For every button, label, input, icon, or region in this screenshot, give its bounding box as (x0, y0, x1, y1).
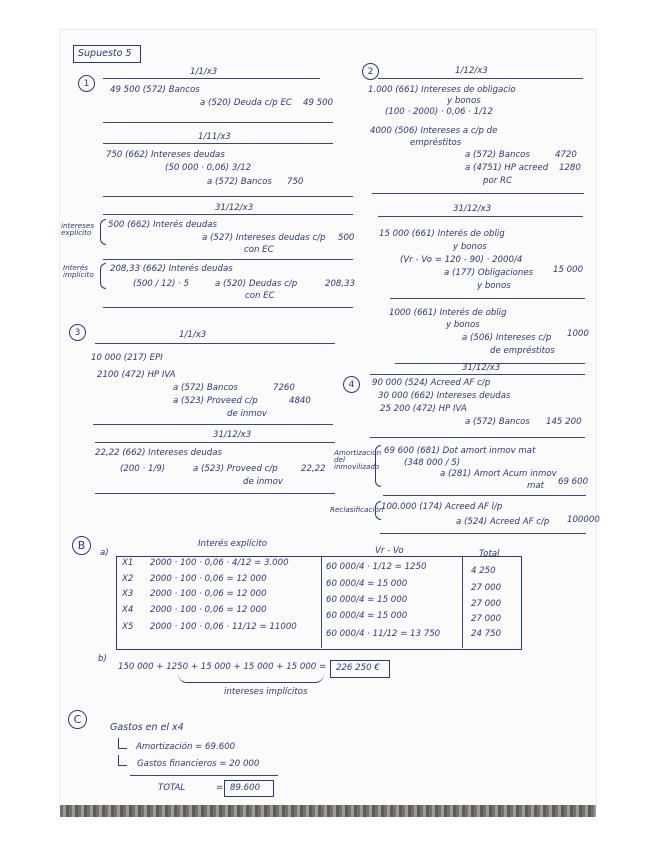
s3-line-6: (200 · 1/9) (120, 464, 166, 474)
page-bottom-edge (60, 805, 596, 817)
part-c-line-2: Amortización = 69.600 (136, 742, 236, 752)
section-3-marker: 3 (69, 324, 86, 341)
s1-brace-1 (100, 219, 106, 245)
s1-side-note-2: Interés implícito (63, 263, 94, 280)
s3-line-3: a (572) Bancos (173, 383, 238, 393)
s1-rule-7 (103, 307, 353, 308)
table-col-divider-1 (321, 556, 322, 648)
s1-line-9-value: 208,33 (325, 279, 356, 289)
s1-line-1: 49 500 (572) Bancos (110, 85, 200, 95)
s4-line-4-value: 145 200 (546, 417, 582, 427)
s2-line-7: (Vr - Vo = 120 - 90) · 2000/4 (400, 255, 523, 265)
table-row-2-explicit: 2000 · 100 · 0,06 = 12 000 (150, 574, 267, 584)
s2-rule-4 (390, 298, 585, 299)
table-row-3-vrvo: 60 000/4 = 15 000 (326, 595, 408, 605)
s4-line-1: 90 000 (524) Acreed AF c/p (372, 378, 491, 388)
s1-line-7: a (527) Intereses deudas c/p (202, 233, 326, 243)
s1-line-5-value: 750 (287, 177, 304, 187)
table-row-5-total: 24 750 (471, 629, 502, 639)
s3-line-1: 10 000 (217) EPI (91, 353, 163, 363)
table-row-3-explicit: 2000 · 100 · 0,06 = 12 000 (150, 589, 267, 599)
s3-line-5: 22,22 (662) Intereses deudas (95, 448, 222, 458)
s2-line-5b: por RC (483, 176, 512, 186)
part-c-total-rule (130, 775, 278, 776)
s1-side-note-1: intereses explícito (61, 221, 95, 238)
s4-brace-1 (375, 445, 381, 487)
s1-rule-1 (103, 78, 320, 79)
table-row-4-total: 27 000 (471, 614, 502, 624)
s2-line-8: a (177) Obligaciones (444, 268, 534, 278)
s3-rule-4 (95, 493, 335, 494)
s3-line-7-value: 22,22 (301, 464, 326, 474)
s2-line-4-value: 4720 (555, 150, 577, 160)
arrow-icon-1 (118, 738, 127, 749)
s4-rule-4 (380, 533, 586, 534)
table-row-5-year: X5 (122, 622, 134, 632)
s4-line-5: 69 600 (681) Dot amort inmov mat (384, 446, 536, 456)
s2-line-9b: y bonos (446, 320, 480, 330)
s1-line-4: (50 000 · 0,06) 3/12 (165, 163, 252, 173)
part-c-line-1: Gastos en el x4 (110, 722, 184, 733)
s1-line-7b: con EC (244, 245, 274, 255)
s1-rule-5 (103, 214, 353, 215)
s1-date-2: 1/11/x3 (198, 132, 231, 142)
part-b-marker: B (72, 536, 91, 555)
s2-line-5-value: 1280 (559, 163, 581, 173)
s4-line-7b: mat (527, 481, 545, 491)
table-row-3-year: X3 (122, 589, 134, 599)
part-c-marker: C (68, 710, 87, 729)
sum-underbrace (178, 674, 324, 683)
s4-line-8: 100.000 (174) Acreed AF l/p (381, 502, 503, 512)
table-col-divider-2 (462, 556, 463, 648)
s1-line-2: a (520) Deuda c/p EC (200, 98, 292, 108)
s1-line-9b: a (520) Deudas c/p (215, 279, 298, 289)
table-row-1-explicit: 2000 · 100 · 0,06 · 4/12 = 3.000 (150, 558, 289, 568)
s2-date-2: 31/12/x3 (453, 204, 492, 214)
s1-line-3: 750 (662) Intereses deudas (106, 150, 225, 160)
s1-date-3: 31/12/x3 (215, 203, 254, 213)
table-row-5-vrvo: 60 000/4 · 11/12 = 13 750 (326, 629, 441, 639)
s1-line-8: 208,33 (662) Interés deudas (110, 264, 233, 274)
table-row-1-year: X1 (122, 558, 134, 568)
table-row-4-vrvo: 60 000/4 = 15 000 (326, 611, 408, 621)
s2-line-1: 1.000 (661) Intereses de obligacio (368, 85, 516, 95)
s3-rule-3 (95, 442, 335, 443)
s1-date-1: 1/1/x3 (190, 67, 218, 77)
table-header-total: Total (479, 549, 500, 559)
s1-line-5: a (572) Bancos (207, 177, 272, 187)
s4-line-6: (348 000 / 5) (404, 458, 461, 468)
s3-line-7: a (523) Proveed c/p (193, 464, 278, 474)
section-2-marker: 2 (362, 63, 379, 80)
s2-line-9: 1000 (661) Interés de oblig (389, 308, 507, 318)
s4-side-note-2: Reclasificación (330, 505, 384, 514)
s3-line-4b: de inmov (227, 409, 268, 419)
table-row-2-vrvo: 60 000/4 = 15 000 (326, 579, 408, 589)
s2-line-6: 15 000 (661) Interés de oblig (379, 229, 505, 239)
s3-line-7b: de inmov (243, 477, 284, 487)
part-b-sum-note: intereses implícitos (224, 687, 308, 697)
s3-date-1: 1/1/x3 (179, 330, 207, 340)
table-row-4-explicit: 2000 · 100 · 0,06 = 12 000 (150, 605, 267, 615)
s2-line-5: a (4751) HP acreed (465, 163, 549, 173)
s4-line-7-value: 69 600 (558, 477, 589, 487)
s1-line-2-value: 49 500 (303, 98, 334, 108)
s4-line-3: 25 200 (472) HP IVA (380, 404, 467, 414)
s3-rule-2 (93, 424, 333, 425)
part-c-line-3: Gastos financieros = 20 000 (137, 759, 260, 769)
s1-line-9: (500 / 12) · 5 (133, 279, 190, 289)
s2-date-1: 1/12/x3 (455, 66, 488, 76)
table-row-4-year: X4 (122, 605, 134, 615)
s1-rule-3 (103, 143, 333, 144)
s1-line-6: 500 (662) Interés deudas (108, 220, 218, 230)
s4-side-note-1: Amortización del inmovilizado (334, 448, 382, 472)
part-c-total-value: 89.600 (230, 783, 261, 793)
s4-line-4: a (572) Bancos (465, 417, 530, 427)
s1-rule-4 (103, 196, 353, 197)
s3-line-3-value: 7260 (273, 383, 295, 393)
s4-line-9-value: 100000 (567, 515, 600, 525)
table-header-explicit: Interés explícito (198, 539, 268, 549)
s2-line-6b: y bonos (453, 242, 487, 252)
page-title: Supuesto 5 (78, 48, 132, 59)
s2-line-1b: y bonos (447, 96, 481, 106)
s2-line-8b: y bonos (477, 281, 511, 291)
s2-line-10b: de empréstitos (490, 346, 555, 356)
s2-line-3: 4000 (506) Intereses a c/p de (370, 126, 498, 136)
table-row-1-total: 4 250 (471, 566, 496, 576)
table-header-vr-vo: Vr - Vo (375, 546, 404, 556)
s1-brace-2 (100, 263, 106, 289)
section-1-marker: 1 (78, 75, 95, 92)
part-b-sum: 150 000 + 1250 + 15 000 + 15 000 + 15 000 = (118, 662, 327, 672)
s2-line-4: a (572) Bancos (465, 150, 530, 160)
s1-rule-6 (103, 259, 353, 260)
table-row-1-vrvo: 60 000/4 · 1/12 = 1250 (326, 562, 427, 572)
s2-line-10: a (506) Intereses c/p (462, 333, 552, 343)
s2-rule-1 (378, 78, 583, 79)
s3-line-4-value: 4840 (289, 396, 311, 406)
s4-rule-3 (383, 495, 586, 496)
part-c-total-eq: = (216, 783, 224, 793)
table-row-2-total: 27 000 (471, 583, 502, 593)
table-row-5-explicit: 2000 · 100 · 0,06 · 11/12 = 11000 (150, 622, 297, 632)
s3-line-4: a (523) Proveed c/p (173, 396, 258, 406)
s3-date-2: 31/12/x3 (213, 430, 252, 440)
s4-date-1: 31/12/x3 (462, 363, 501, 373)
s2-line-8-value: 15 000 (553, 265, 584, 275)
part-c-total-label: TOTAL (158, 783, 186, 793)
table-row-3-total: 27 000 (471, 599, 502, 609)
part-b-sum-result: 226 250 € (336, 663, 380, 673)
section-4-marker: 4 (343, 376, 360, 393)
s2-line-3b: empréstitos (410, 138, 462, 148)
s3-line-2: 2100 (472) HP IVA (97, 370, 176, 380)
s4-rule-1 (370, 374, 585, 375)
s4-line-7: a (281) Amort Acum inmov (440, 469, 557, 479)
s1-line-9c: con EC (245, 291, 275, 301)
arrow-icon-2 (118, 755, 127, 766)
part-b-b-label: b) (98, 654, 107, 664)
s1-rule-2 (103, 122, 333, 123)
s2-rule-2 (372, 193, 584, 194)
s3-rule-1 (95, 343, 335, 344)
s4-line-2: 30 000 (662) Intereses deudas (378, 391, 511, 401)
s4-rule-2 (370, 437, 585, 438)
table-row-2-year: X2 (122, 574, 134, 584)
s1-line-7-value: 500 (338, 233, 355, 243)
s2-line-2: (100 · 2000) · 0,06 · 1/12 (385, 107, 493, 117)
s2-rule-3 (378, 216, 583, 217)
s2-line-10-value: 1000 (567, 329, 589, 339)
s4-line-9: a (524) Acreed AF c/p (456, 517, 550, 527)
part-b-a-label: a) (100, 548, 109, 558)
